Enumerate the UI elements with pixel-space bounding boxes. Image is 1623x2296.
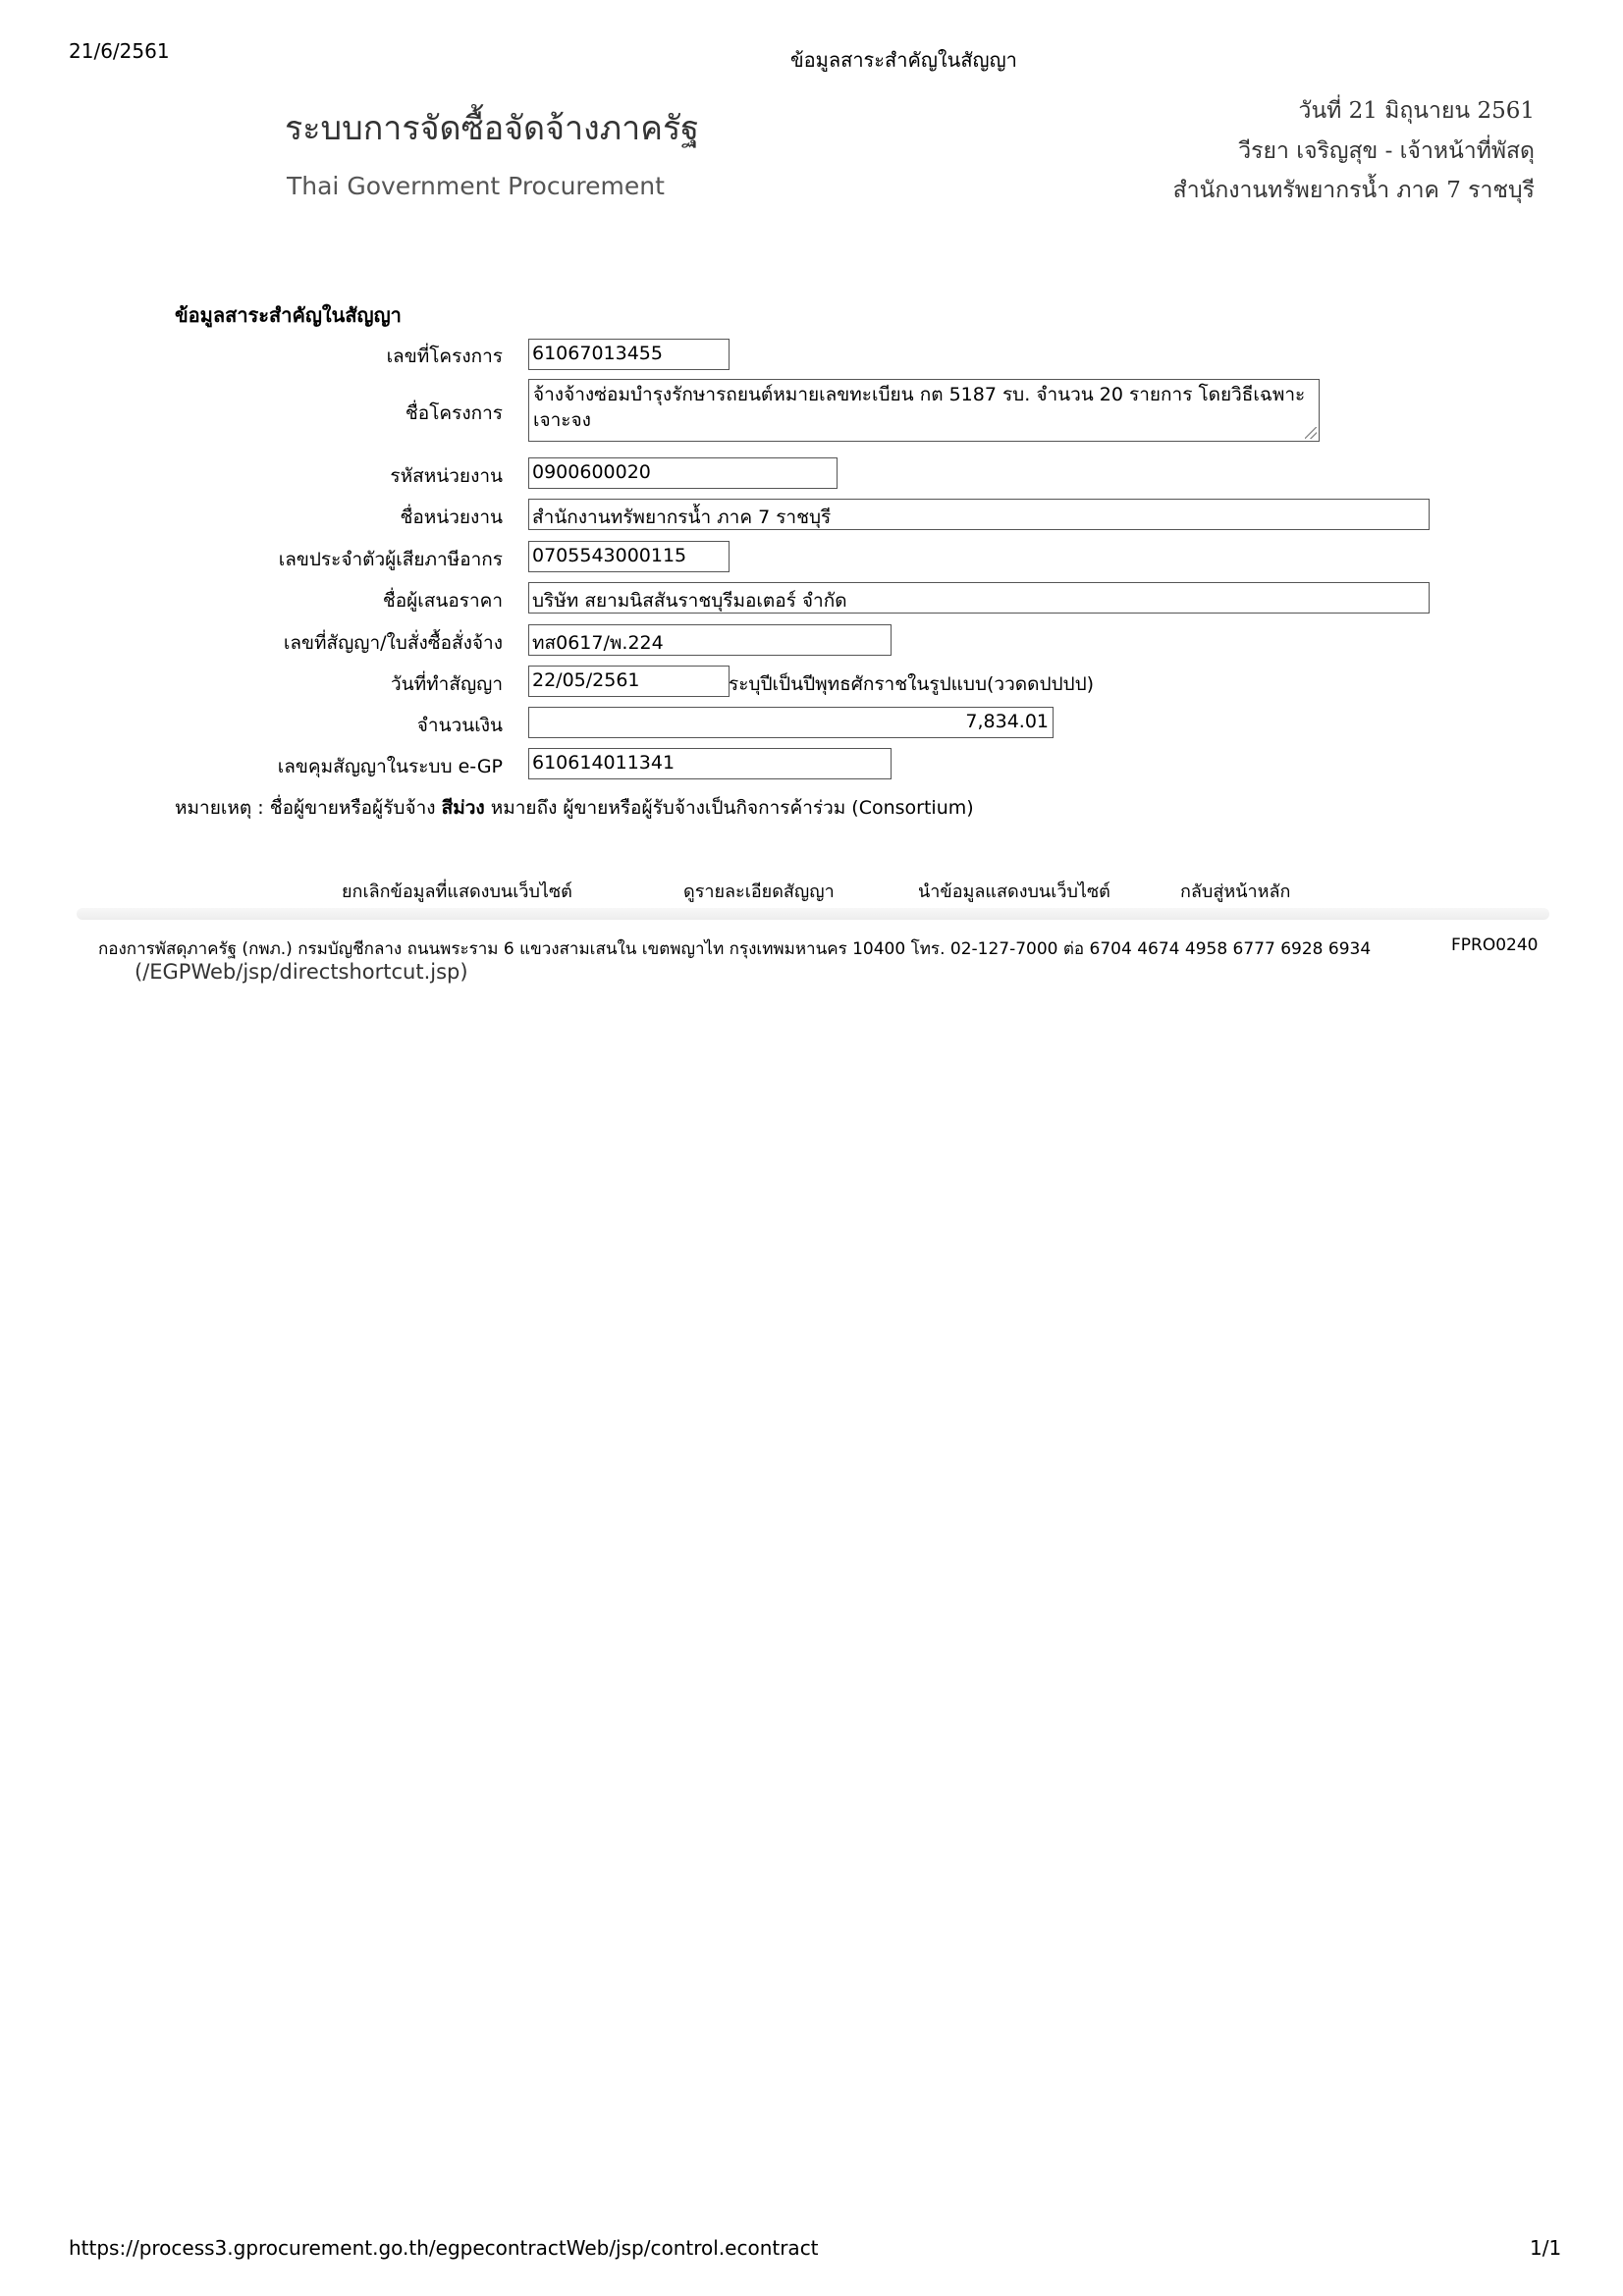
contract-date-label: วันที่ทำสัญญา <box>390 673 503 695</box>
unit-name-label: ชื่อหน่วยงาน <box>400 507 503 528</box>
tax-id-field[interactable]: 0705543000115 <box>528 541 730 572</box>
date-format-hint: ระบุปีเป็นปีพุทธศักราชในรูปแบบ(ววดดปปปป) <box>729 673 1095 695</box>
print-date: 21/6/2561 <box>69 39 170 63</box>
publish-to-website-link[interactable]: นำข้อมูลแสดงบนเว็บไซต์ <box>918 881 1110 902</box>
unit-name-field[interactable]: สำนักงานทรัพยากรน้ำ ภาค 7 ราชบุรี <box>528 499 1430 530</box>
print-page-title: ข้อมูลสาระสำคัญในสัญญา <box>790 48 1017 72</box>
project-name-label: ชื่อโครงการ <box>405 402 503 424</box>
resize-grip-icon[interactable] <box>1305 427 1317 439</box>
project-no-field[interactable]: 61067013455 <box>528 339 730 370</box>
amount-label: จำนวนเงิน <box>416 715 503 736</box>
footer-divider <box>77 908 1549 920</box>
note-prefix: หมายเหตุ : ชื่อผู้ขายหรือผู้รับจ้าง <box>175 797 436 819</box>
brand-title-en: Thai Government Procurement <box>287 172 665 200</box>
contract-no-label: เลขที่สัญญา/ใบสั่งซื้อสั่งจ้าง <box>283 632 503 654</box>
project-no-label: เลขที่โครงการ <box>386 346 503 367</box>
footer-address: กองการพัสดุภาครัฐ (กพภ.) กรมบัญชีกลาง ถนนพระราม 6 แขวงสามเสนใน เขตพญาไท กรุงเทพมหานคร 10400 โทร. 02-127-7000 ต่อ 6704 4674 4958 6777 6928 6934 <box>98 939 1372 959</box>
contract-no-field[interactable]: ทส0617/พ.224 <box>528 624 892 656</box>
contract-date-field[interactable]: 22/05/2561 <box>528 666 730 697</box>
current-date: วันที่ 21 มิถุนายน 2561 <box>1298 98 1535 124</box>
back-to-home-link[interactable]: กลับสู่หน้าหลัก <box>1180 881 1291 902</box>
print-url: https://process3.gprocurement.go.th/egpecontractWeb/jsp/control.econtract <box>69 2236 819 2260</box>
note-suffix: หมายถึง ผู้ขายหรือผู้รับจ้างเป็นกิจการค้าร่วม (Consortium) <box>490 797 974 819</box>
cancel-publish-link[interactable]: ยกเลิกข้อมูลที่แสดงบนเว็บไซต์ <box>342 881 572 902</box>
view-contract-details-link[interactable]: ดูรายละเอียดสัญญา <box>683 881 835 902</box>
print-page-number: 1/1 <box>1530 2236 1562 2260</box>
unit-code-label: รหัสหน่วยงาน <box>390 465 503 487</box>
bidder-name-field[interactable]: บริษัท สยามนิสสันราชบุรีมอเตอร์ จำกัด <box>528 582 1430 614</box>
user-organization: สำนักงานทรัพยากรน้ำ ภาค 7 ราชบุรี <box>1172 178 1535 203</box>
footer-form-code: FPRO0240 <box>1451 935 1539 955</box>
note-highlight: สีม่วง <box>441 797 485 819</box>
project-name-text: จ้างจ้างซ่อมบำรุงรักษารถยนต์หมายเลขทะเบียน กต 5187 รบ. จำนวน 20 รายการ โดยวิธีเฉพาะเจาะจง <box>533 384 1306 431</box>
egp-no-label: เลขคุมสัญญาในระบบ e-GP <box>277 756 503 777</box>
amount-field[interactable]: 7,834.01 <box>528 707 1054 738</box>
user-name-role: วีรยา เจริญสุข - เจ้าหน้าที่พัสดุ <box>1238 138 1535 164</box>
brand-title-th: ระบบการจัดซื้อจัดจ้างภาครัฐ <box>285 109 700 148</box>
shortcut-link[interactable]: (/EGPWeb/jsp/directshortcut.jsp) <box>135 960 468 984</box>
project-name-textarea[interactable] <box>528 379 1320 442</box>
bidder-name-label: ชื่อผู้เสนอราคา <box>382 590 503 612</box>
tax-id-label: เลขประจำตัวผู้เสียภาษีอากร <box>278 549 503 570</box>
unit-code-field[interactable]: 0900600020 <box>528 457 838 489</box>
egp-no-field[interactable]: 610614011341 <box>528 748 892 779</box>
consortium-note <box>175 793 974 823</box>
section-title: ข้อมูลสาระสำคัญในสัญญา <box>175 303 402 327</box>
